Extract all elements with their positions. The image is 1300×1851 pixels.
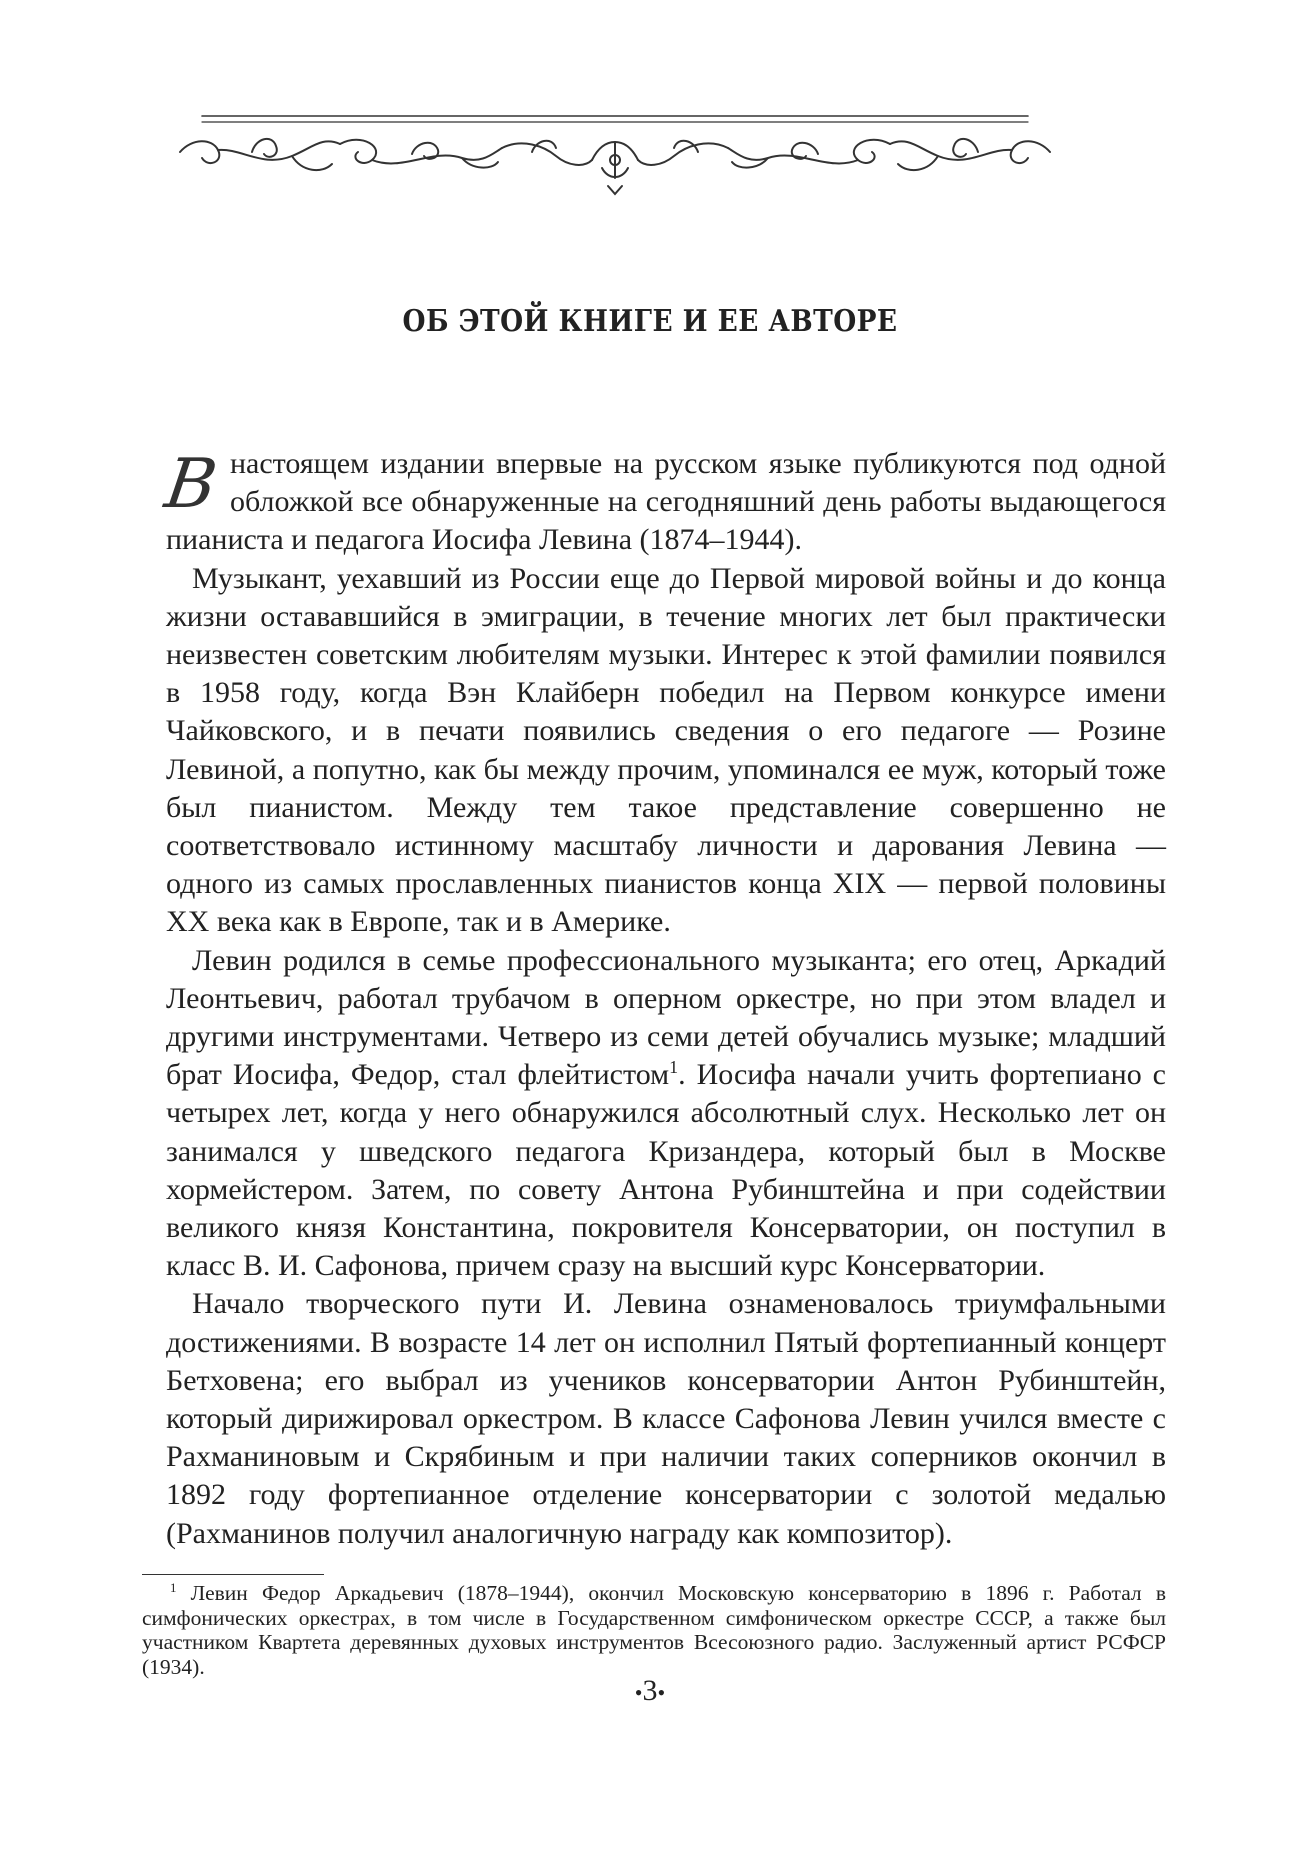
paragraph-4 [166, 1285, 1166, 1552]
bullet-icon: • [657, 1680, 666, 1706]
paragraph-text: Левин родился в семье профессионального музыканта; его отец, Аркадий Леонтьевич, работал трубачом в оперном оркестре, но при этом владел и другими инструментами. Четверо из семи детей обучались музыке; младший брат Иосифа, Федор, стал флейтистом [166, 943, 1166, 1092]
page-number-value: 3 [642, 1674, 658, 1707]
header-ornament [172, 108, 1058, 198]
footnote-text: Левин Федор Аркадьевич (1878–1944), окончил Московскую консерваторию в 1896 г. Работал в симфонических оркестрах, в том числе в Государственном симфоническом оркестре СССР, а также был участником Квартета деревянных духовых инструментов Всесоюзного радио. Заслуженный артист РСФСР (1934). [142, 1581, 1167, 1679]
paragraph-text: Начало творческого пути И. Левина ознаменовалось триумфальными достижениями. В возрасте 14 лет он исполнил Пятый фортепианный концерт Бетховена; его выбрал из учеников консерватории Антон Рубинштейн, который дирижировал оркестром. В классе Сафонова Левин учился вместе с Рахманиновым и Скрябиным и при наличии таких соперников окончил в 1892 году фортепианное отделение консерватории с золотой медалью (Рахманинов получил аналогичную награду как композитор). [166, 1287, 1166, 1550]
paragraph-3 [166, 942, 1166, 1286]
footnotes [142, 1581, 1166, 1679]
bullet-icon: • [634, 1680, 643, 1706]
article-body [160, 445, 1166, 1553]
footnote-reference[interactable]: 1 [669, 1057, 679, 1078]
paragraph-1 [160, 445, 1166, 560]
paragraph-text: . Иосифа начали учить фортепиано с четырех лет, когда у него обнаружился абсолютный слух. Несколько лет он занимался у шведского педагога Кризандера, который был в Москве хормейстером. Затем, по совету Антона Рубинштейна и при содействии великого князя Константина, покровителя Консерватории, он поступил в класс В. И. Сафонова, причем сразу на высший курс Консерватории. [166, 1058, 1166, 1283]
page-number [0, 1674, 1300, 1708]
footnote-1 [142, 1581, 1166, 1679]
drop-cap: В [160, 445, 222, 524]
paragraph-text: настоящем издании впервые на русском языке публикуются под одной обложкой все обнаруженные на сегодняшний день работы выдающегося пианиста и педагога Иосифа Левина (1874–1944). [166, 447, 1166, 557]
paragraph-2 [166, 560, 1166, 942]
paragraph-text: Музыкант, уехавший из России еще до Первой мировой войны и до конца жизни остававшийся в эмиграции, в течение многих лет был практически неизвестен советским любителям музыки. Интерес к этой фамилии появился в 1958 году, когда Вэн Клайберн победил на Первом конкурсе имени Чайковского, и в печати появились сведения о его педагоге — Розине Левиной, а попутно, как бы между прочим, упоминался ее муж, который тоже был пианистом. Между тем такое представление совершенно не соответствовало истинному масштабу личности и дарования Левина — одного из самых прославленных пианистов конца XIX — первой половины XX века как в Европе, так и в Америке. [166, 561, 1166, 939]
page-title: ОБ ЭТОЙ КНИГЕ И ЕЕ АВТОРЕ [402, 304, 898, 339]
footnote-number: 1 [170, 1580, 177, 1595]
footnote-separator [142, 1574, 324, 1575]
